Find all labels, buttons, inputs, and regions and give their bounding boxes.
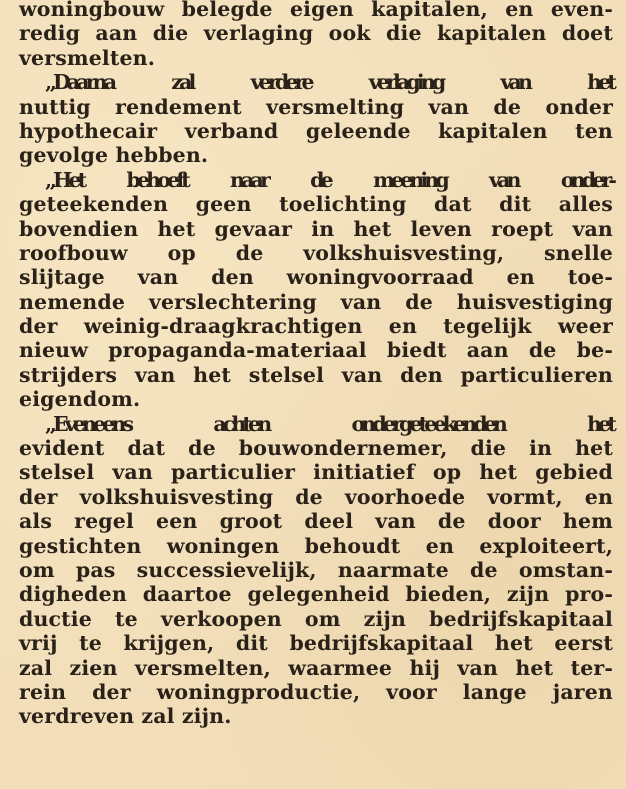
text-line: gestichten woningen behoudt en exploiteert, [19, 533, 613, 558]
text-line: vrij te krijgen, dit bedrijfskapitaal het eerst [19, 631, 613, 656]
text-line: eigendom. [19, 387, 141, 412]
article-column [19, 0, 613, 729]
text-line: digheden daartoe gelegenheid bieden, zijn pro- [19, 582, 613, 607]
text-line: nemende verslechtering van de huisvestiging [19, 289, 613, 314]
text-line: strijders van het stelsel van den particulieren [19, 362, 613, 387]
text-line: gevolge hebben. [19, 143, 209, 168]
text-line: „Het behoeft naar de meening van onder- [45, 167, 613, 192]
text-line: zal zien versmelten, waarmee hij van het ter- [19, 655, 613, 680]
text-line: „Eveneens achten ondergeteekenden het [45, 411, 613, 436]
text-line: der volkshuisvesting de voorhoede vormt, en [19, 484, 613, 509]
text-line: nieuw propaganda-materiaal biedt aan de be- [19, 338, 613, 363]
text-line: roofbouw op de volkshuisvesting, snelle [19, 240, 613, 265]
text-line: geteekenden geen toelichting dat dit alles [19, 192, 613, 217]
text-line: stelsel van particulier initiatief op het gebied [19, 460, 613, 485]
text-line: om pas successievelijk, naarmate de omstan- [19, 557, 613, 582]
text-line: der weinig-draagkrachtigen en tegelijk weer [19, 314, 613, 339]
text-line: hypothecair verband geleende kapitalen ten [19, 118, 613, 143]
text-line: versmelten. [19, 45, 156, 70]
text-line: bovendien het gevaar in het leven roept van [19, 216, 613, 241]
text-line: slijtage van den woningvoorraad en toe- [19, 265, 613, 290]
text-line: „Daarna zal verdere verlaging van het [45, 70, 613, 95]
text-line: verdreven zal zijn. [19, 704, 232, 729]
text-line: als regel een groot deel van de door hem [19, 509, 613, 534]
text-line: evident dat de bouwondernemer, die in het [19, 436, 613, 461]
text-line: rein der woningproductie, voor lange jaren [19, 679, 613, 704]
text-line: ductie te verkoopen om zijn bedrijfskapitaal [19, 606, 613, 631]
text-line: nuttig rendement versmelting van de onder [19, 94, 613, 119]
text-line: redig aan die verlaging ook die kapitalen doet [19, 21, 613, 46]
text-line: woningbouw belegde eigen kapitalen, en even- [19, 0, 613, 21]
